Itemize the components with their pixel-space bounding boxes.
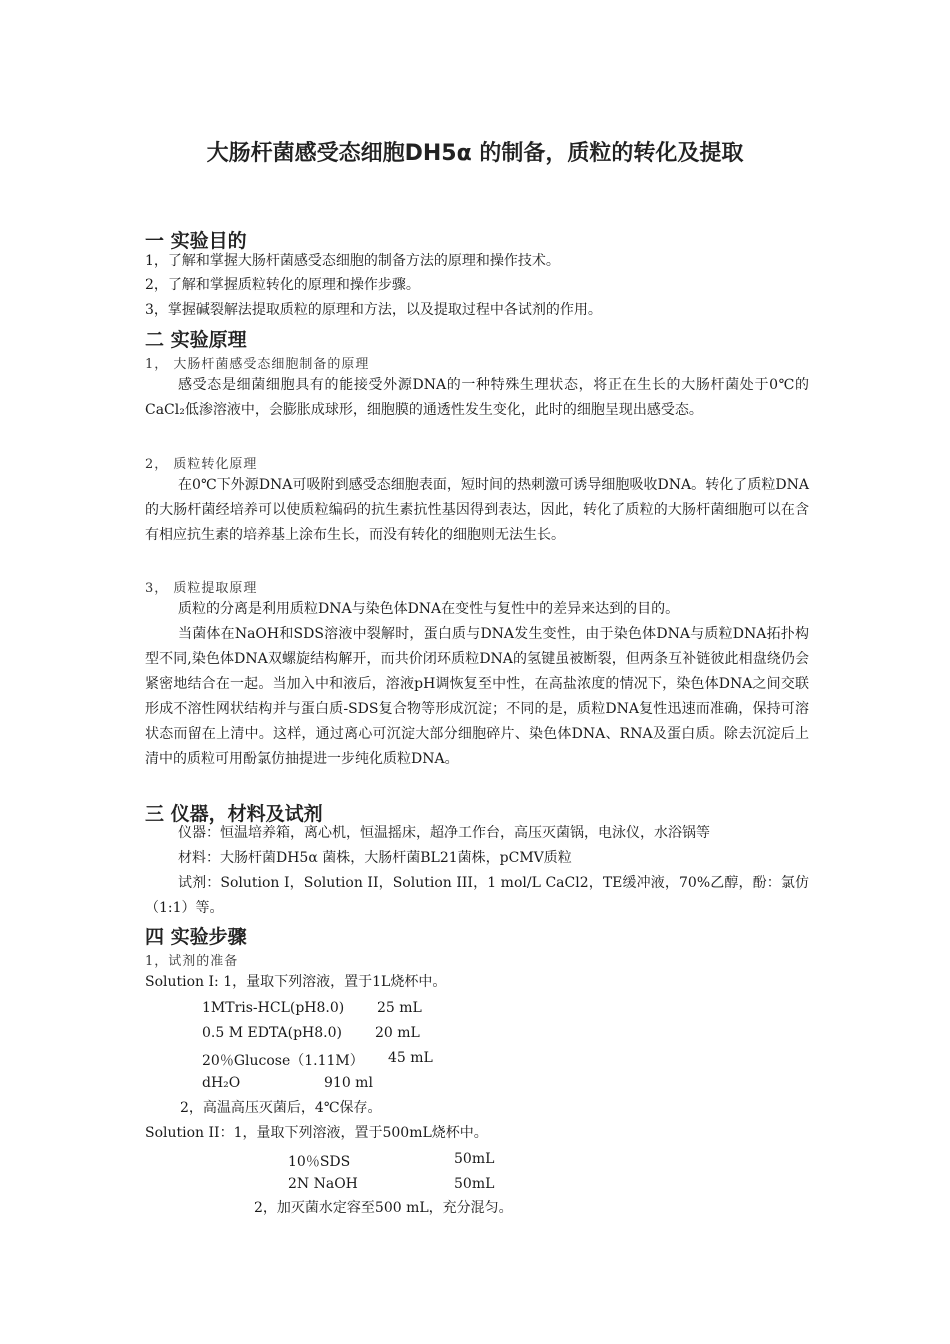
materials-line: 材料：大肠杆菌DH5α 菌株，大肠杆菌BL21菌株，pCMV质粒 bbox=[178, 850, 572, 866]
reagent-amount: 50mL bbox=[454, 1176, 495, 1192]
reagent-amount: 50mL bbox=[454, 1151, 495, 1167]
solution-2-heading: Solution II：1，量取下列溶液，置于500mL烧杯中。 bbox=[145, 1125, 488, 1141]
section-heading-steps: 四 实验步骤 bbox=[145, 926, 247, 948]
subheading: 2， 质粒转化原理 bbox=[145, 457, 258, 472]
page-title: 大肠杆菌感受态细胞DH5α 的制备，质粒的转化及提取 bbox=[206, 141, 744, 166]
reagents-paragraph: 试剂：Solution I，Solution II，Solution III，1 mol/L CaCl2，TE缓冲液，70%乙醇，酚：氯仿（1:1）等。 bbox=[145, 875, 809, 916]
reagent-name: dH₂O bbox=[202, 1075, 241, 1091]
reagent-amount: 45 mL bbox=[388, 1050, 433, 1066]
reagent-amount: 25 mL bbox=[377, 1000, 422, 1016]
solution-2-step-2: 2，加灭菌水定容至500 mL，充分混匀。 bbox=[254, 1200, 513, 1216]
reagent-name: 20％Glucose（1.11M） bbox=[202, 1053, 364, 1069]
paragraph: 当菌体在NaOH和SDS溶液中裂解时，蛋白质与DNA发生变性，由于染色体DNA与质粒DNA拓扑构型不同,染色体DNA双螺旋结构解开，而共价闭环质粒DNA的氢键虽被断裂，但两条互补链彼此相盘绕仍会紧密地结合在一起。当加入中和液后，溶液pH调恢复至中性，在高盐浓度的情况下，染色体DNA之间交联形成不溶性网状结构并与蛋白质-SDS复合物等形成沉淀；不同的是，质粒DNA复性迅速而准确，保持可溶状态而留在上清中。这样，通过离心可沉淀大部分细胞碎片、染色体DNA、RNA及蛋白质。除去沉淀后上清中的质粒可用酚氯仿抽提进一步纯化质粒DNA。 bbox=[145, 626, 809, 767]
subheading: 1，试剂的准备 bbox=[145, 954, 239, 969]
subheading: 1， 大肠杆菌感受态细胞制备的原理 bbox=[145, 357, 370, 372]
reagent-name: 1MTris-HCL(pH8.0) bbox=[202, 1000, 345, 1016]
section-heading-principle: 二 实验原理 bbox=[145, 329, 247, 351]
paragraph: 在0℃下外源DNA可吸附到感受态细胞表面，短时间的热刺激可诱导细胞吸收DNA。转化了质粒DNA的大肠杆菌经培养可以使质粒编码的抗生素抗性基因得到表达，因此，转化了质粒的大肠杆菌细胞可以在含有相应抗生素的培养基上涂布生长，而没有转化的细胞则无法生长。 bbox=[145, 477, 809, 543]
reagent-name: 0.5 M EDTA(pH8.0) bbox=[202, 1025, 342, 1041]
list-item: 1，了解和掌握大肠杆菌感受态细胞的制备方法的原理和操作技术。 bbox=[145, 253, 560, 269]
solution-1-heading: Solution I: 1，量取下列溶液，置于1L烧杯中。 bbox=[145, 974, 447, 990]
reagent-amount: 20 mL bbox=[375, 1025, 420, 1041]
list-item: 3，掌握碱裂解法提取质粒的原理和方法，以及提取过程中各试剂的作用。 bbox=[145, 302, 602, 318]
solution-1-step-2: 2，高温高压灭菌后，4℃保存。 bbox=[180, 1100, 382, 1116]
section-heading-purpose: 一 实验目的 bbox=[145, 230, 247, 252]
section-heading-materials: 三 仪器，材料及试剂 bbox=[145, 803, 323, 825]
subheading: 3， 质粒提取原理 bbox=[145, 581, 258, 596]
reagent-amount: 910 ml bbox=[324, 1075, 373, 1091]
reagent-name: 2N NaOH bbox=[288, 1176, 358, 1192]
reagent-name: 10％SDS bbox=[288, 1154, 351, 1170]
list-item: 2，了解和掌握质粒转化的原理和操作步骤。 bbox=[145, 277, 420, 293]
paragraph: 感受态是细菌细胞具有的能接受外源DNA的一种特殊生理状态，将正在生长的大肠杆菌处于0℃的CaCl₂低渗溶液中，会膨胀成球形，细胞膜的通透性发生变化，此时的细胞呈现出感受态。 bbox=[145, 377, 809, 418]
paragraph: 质粒的分离是利用质粒DNA与染色体DNA在变性与复性中的差异来达到的目的。 bbox=[178, 601, 680, 617]
instruments-line: 仪器：恒温培养箱，离心机，恒温摇床，超净工作台，高压灭菌锅，电泳仪，水浴锅等 bbox=[178, 825, 710, 841]
